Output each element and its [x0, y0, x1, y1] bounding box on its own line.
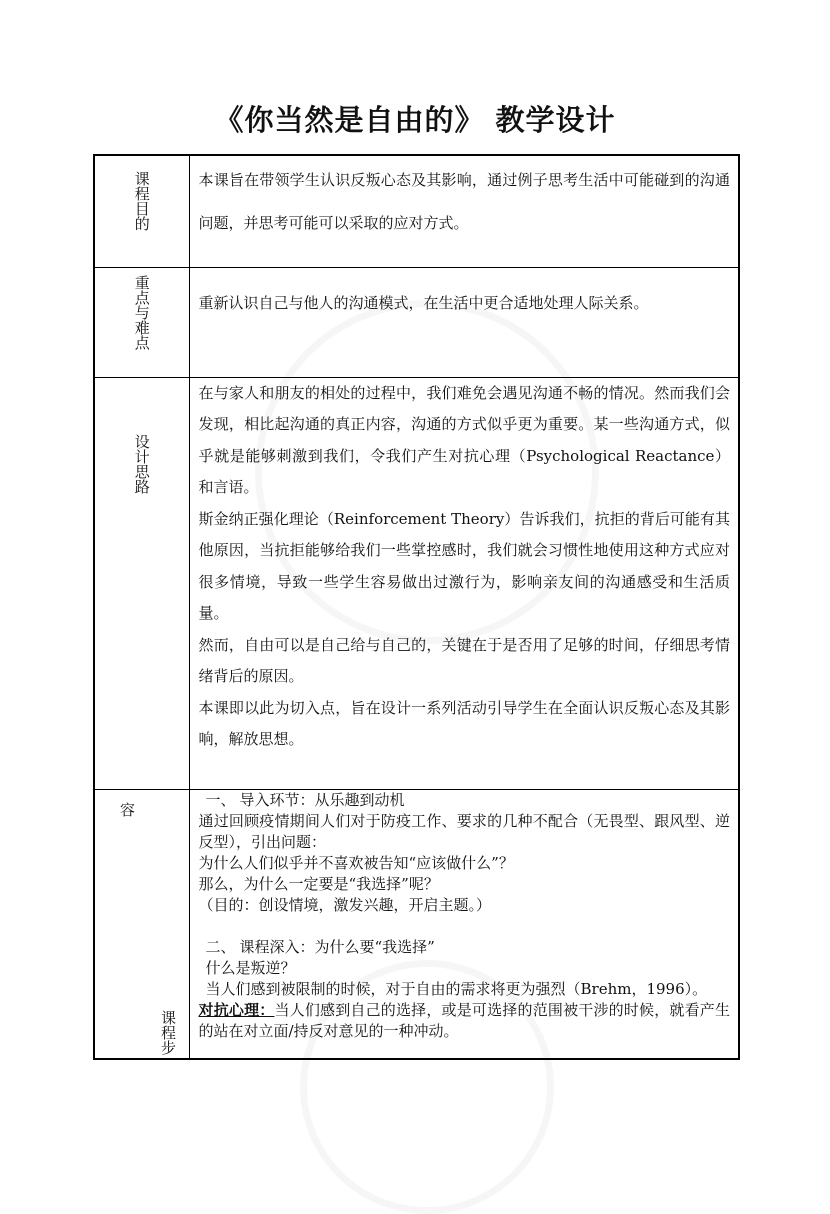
- course-goal-text: 本课旨在带领学生认识反叛心态及其影响，通过例子思考生活中可能碰到的沟通问题，并思考可能可以采取的应对方式。: [198, 171, 730, 232]
- section-line: 那么，为什么一定要是“我选择”呢？: [198, 874, 439, 893]
- term-text: 当人们感到自己的选择，或是可选择的范围被干涉的时候，就看产生的站在对立面/持反对意见的一种冲动。: [198, 1000, 730, 1040]
- section-heading: [199, 790, 731, 811]
- section-line: 为什么人们似乎并不喜欢被告知“应该做什么”？: [198, 853, 514, 872]
- term-label: 对抗心理：: [198, 1000, 275, 1019]
- key-points-text: 重新认识自己与他人的沟通模式，在生活中更合适地处理人际关系。: [198, 293, 649, 312]
- section-number: 二、: [205, 937, 236, 956]
- row-label-design-idea: 设计思路: [132, 433, 151, 494]
- design-idea-paragraph: 在与家人和朋友的相处的过程中，我们难免会遇见沟通不畅的情况。然而我们会发现，相比起沟通的真正内容，沟通的方式似乎更为重要。某一些沟通方式，似乎就是能够刺激到我们，令我们产生对抗心理（Psychological Reactance）和言语。: [198, 383, 730, 496]
- row-label-course-goal: 课程目的: [132, 171, 151, 231]
- row-label-key-points: 重点与难点: [132, 274, 151, 350]
- design-idea-paragraph: 斯金纳正强化理论（Reinforcement Theory）告诉我们，抗拒的背后可能有其他原因，当抗拒能够给我们一些掌控感时，我们就会习惯性地使用这种方式应对很多情境，导致一些学生容易做出过激行为，影响亲友间的沟通感受和生活质量。: [198, 509, 730, 622]
- row-label-content: 容: [119, 800, 135, 819]
- lesson-plan-table: [93, 154, 740, 1060]
- section-line: 通过回顾疫情期间人们对于防疫工作、要求的几种不配合（无畏型、跟风型、逆反型），引出问题：: [198, 811, 730, 851]
- section-line: 什么是叛逆？: [205, 958, 296, 977]
- row-course-steps: [94, 789, 739, 1059]
- section-heading: [199, 937, 731, 958]
- design-idea-paragraph: 然而，自由可以是自己给与自己的，关键在于是否用了足够的时间，仔细思考情绪背后的原因。: [198, 635, 730, 685]
- term-definition: [199, 1000, 731, 1042]
- row-design-idea: [94, 377, 739, 789]
- design-idea-paragraph: 本课即以此为切入点，旨在设计一系列活动引导学生在全面认识反叛心态及其影响，解放思想。: [198, 698, 730, 748]
- section-title: 导入环节：从乐趣到动机: [239, 790, 405, 809]
- row-label-course-steps: 课程步: [159, 1009, 177, 1055]
- section-line: 当人们感到被限制的时候，对于自由的需求将更为强烈（Brehm，1996）。: [205, 979, 708, 998]
- section-number: 一、: [205, 790, 236, 809]
- page-title: 《你当然是自由的》 教学设计: [214, 103, 616, 137]
- section-line: （目的：创设情境，激发兴趣，开启主题。）: [198, 895, 492, 914]
- course-steps-text: [190, 790, 739, 1042]
- row-course-goal: [94, 155, 739, 267]
- design-idea-text: [190, 378, 739, 756]
- section-title: 课程深入：为什么要“我选择”: [239, 937, 435, 956]
- blank-line: [199, 916, 731, 937]
- row-key-points: [94, 267, 739, 377]
